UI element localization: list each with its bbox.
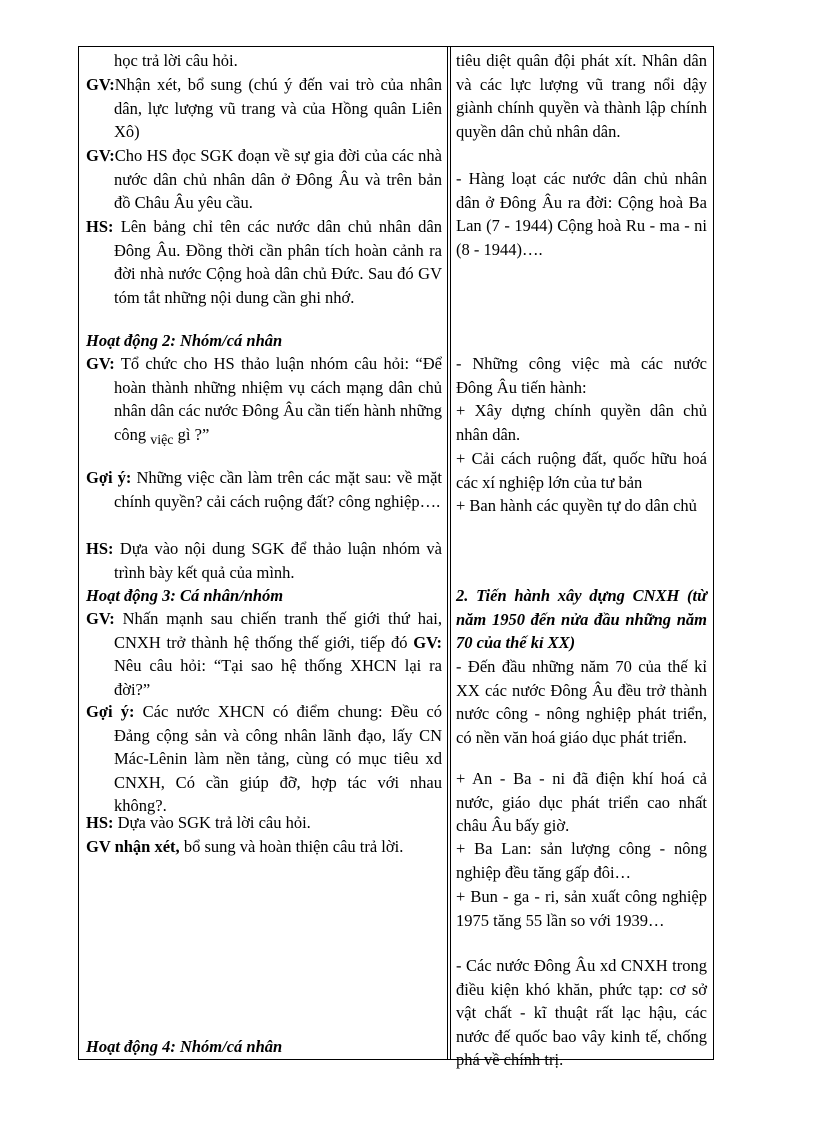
lesson-table [78, 46, 714, 1069]
content-para-12: - Các nước Đông Âu xd CNXH trong điều kiện khó khăn, phức tạp: cơ sở vật chất - kĩ thuật rất lạc hậu, các nước đế quốc bao vây kinh tế, chống phá về chính trị. [456, 956, 707, 1069]
content-para-11: + Bun - ga - ri, sản xuất công nghiệp 1975 tăng 55 lần so với 1939… [456, 887, 707, 930]
teacher-student-activities-column [79, 47, 448, 1059]
content-para-5: + Cải cách ruộng đất, quốc hữu hoá các xí nghiệp lớn của tư bản [456, 449, 707, 492]
content-para-4: + Xây dựng chính quyền dân chủ nhân dân. [456, 401, 707, 444]
paragraph-gv-reading: GV:Cho HS đọc SGK đoạn về sự gia đời của các nhà nước dân chủ nhân dân ở Đông Âu và trên bản đồ Châu Âu yêu cầu. [86, 146, 442, 212]
paragraph-hint-2: Gợi ý: Các nước XHCN có điểm chung: Đều có Đảng cộng sản và công nhân lãnh đạo, lấy CN Mác-Lênin làm nền tảng, cùng có mục tiêu xd CNXH, Có cần giúp đỡ, hợp tác với nhau không?. [86, 702, 442, 815]
content-para-10: + Ba Lan: sản lượng công - nông nghiệp đều tăng gấp đôi… [456, 839, 707, 882]
content-para-2: - Hàng loạt các nước dân chủ nhân dân ở Đông Âu ra đời: Cộng hoà Ba Lan (7 - 1944) Cộng hoà Ru - ma - ni (8 - 1944)…. [456, 169, 707, 259]
heading-activity-3: Hoạt động 3: Cá nhân/nhóm [86, 586, 284, 605]
heading-activity-4: Hoạt động 4: Nhóm/cá nhân [86, 1037, 283, 1056]
content-para-8: - Đến đầu những năm 70 của thế kỉ XX các nước Đông Âu đều trở thành nước công - nông nghiệp phát triển, có nền văn hoá giáo dục phát triển. [456, 657, 707, 747]
content-para-9: + An - Ba - ni đã điện khí hoá cả nước, giáo dục phát triển cao nhất châu Âu bấy giờ. [456, 769, 707, 835]
paragraph-hs-discussion: HS: Dựa vào nội dung SGK để thảo luận nhóm và trình bày kết quả của mình. [86, 539, 442, 582]
heading-activity-2: Hoạt động 2: Nhóm/cá nhân [86, 331, 283, 350]
section-heading-2: 2. Tiến hành xây dựng CNXH (từ năm 1950 đến nửa đầu những năm 70 của thế kỉ XX) [456, 586, 707, 652]
paragraph-hs-answer: HS: Dựa vào SGK trả lời câu hỏi. [86, 813, 311, 832]
paragraph-hint-1: Gợi ý: Những việc cần làm trên các mặt sau: về mặt chính quyền? cải cách ruộng đất? công nghiệp…. [86, 468, 442, 511]
paragraph-gv-discussion: GV: Tổ chức cho HS thảo luận nhóm câu hỏi: “Để hoàn thành những nhiệm vụ cách mạng dân chủ nhân dân các nước Đông Âu cần tiến hành những công $_{việc}$ gì ?” [86, 354, 442, 448]
content-para-6: + Ban hành các quyền tự do dân chủ [456, 496, 697, 515]
content-para-1: tiêu diệt quân đội phát xít. Nhân dân và các lực lượng vũ trang nổi dậy giành chính quyền và thành lập chính quyền dân chủ nhân dân. [456, 51, 707, 141]
content-column [452, 47, 713, 1069]
content-para-3: - Những công việc mà các nước Đông Âu tiến hành: [456, 354, 707, 397]
paragraph-gv-emphasis: GV: Nhấn mạnh sau chiến tranh thế giới thứ hai, CNXH trở thành hệ thống thế giới, tiếp đó GV: Nêu câu hỏi: “Tại sao hệ thống XHCN lại ra đời?” [86, 609, 443, 699]
paragraph-hs-board: HS: Lên bảng chỉ tên các nước dân chủ nhân dân Đông Âu. Đồng thời cần phân tích hoàn cảnh ra đời nhà nước Cộng hoà dân chủ Đức. Sau đó GV tóm tắt những nội dung cần ghi nhớ. [86, 217, 442, 307]
paragraph-gv-finalize: GV nhận xét, bổ sung và hoàn thiện câu trả lời. [86, 837, 404, 856]
paragraph-gv-comment: GV:Nhận xét, bổ sung (chú ý đến vai trò của nhân dân, lực lượng vũ trang và của Hồng quân Liên Xô) [86, 75, 442, 141]
paragraph-1: học trả lời câu hỏi. [114, 51, 238, 70]
